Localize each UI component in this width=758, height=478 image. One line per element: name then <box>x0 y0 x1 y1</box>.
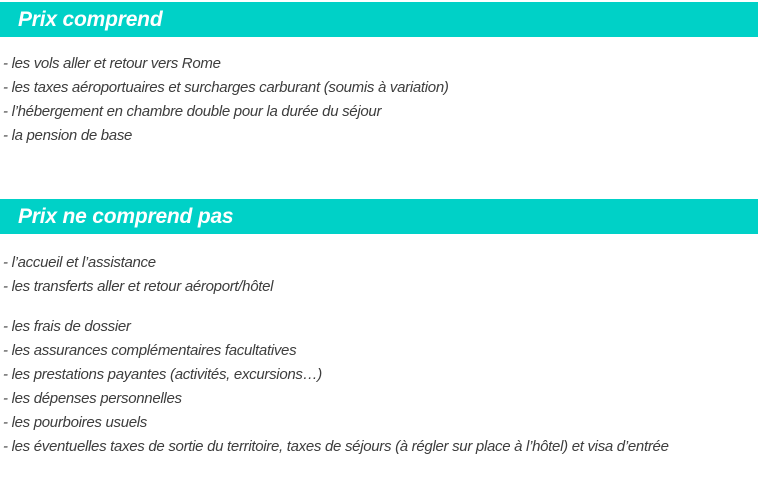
list-item: - les taxes aéroportuaires et surcharges carburant (soumis à variation) <box>3 79 449 96</box>
section-header-price-includes <box>0 2 758 37</box>
price-includes-list <box>0 52 758 148</box>
section-title-price-excludes: Prix ne comprend pas <box>18 205 234 228</box>
list-item: - l’hébergement en chambre double pour la durée du séjour <box>3 103 382 120</box>
list-item: - la pension de base <box>3 127 133 144</box>
list-item: - les pourboires usuels <box>3 414 148 431</box>
list-item: - les frais de dossier <box>3 318 131 335</box>
list-item: - les vols aller et retour vers Rome <box>3 55 221 72</box>
list-item: - les éventuelles taxes de sortie du territoire, taxes de séjours (à régler sur place à l’hôtel) et visa d’entrée <box>3 438 669 455</box>
list-item: - les prestations payantes (activités, excursions…) <box>3 366 322 383</box>
pricing-page <box>0 2 758 459</box>
list-item: - l’accueil et l’assistance <box>3 254 156 271</box>
list-item: - les assurances complémentaires facultatives <box>3 342 297 359</box>
list-item: - les transferts aller et retour aéroport/hôtel <box>3 278 274 295</box>
list-group-gap <box>3 299 758 315</box>
list-item: - les dépenses personnelles <box>3 390 182 407</box>
section-header-price-excludes <box>0 199 758 234</box>
section-title-price-includes: Prix comprend <box>18 8 163 31</box>
price-excludes-list <box>0 251 758 459</box>
